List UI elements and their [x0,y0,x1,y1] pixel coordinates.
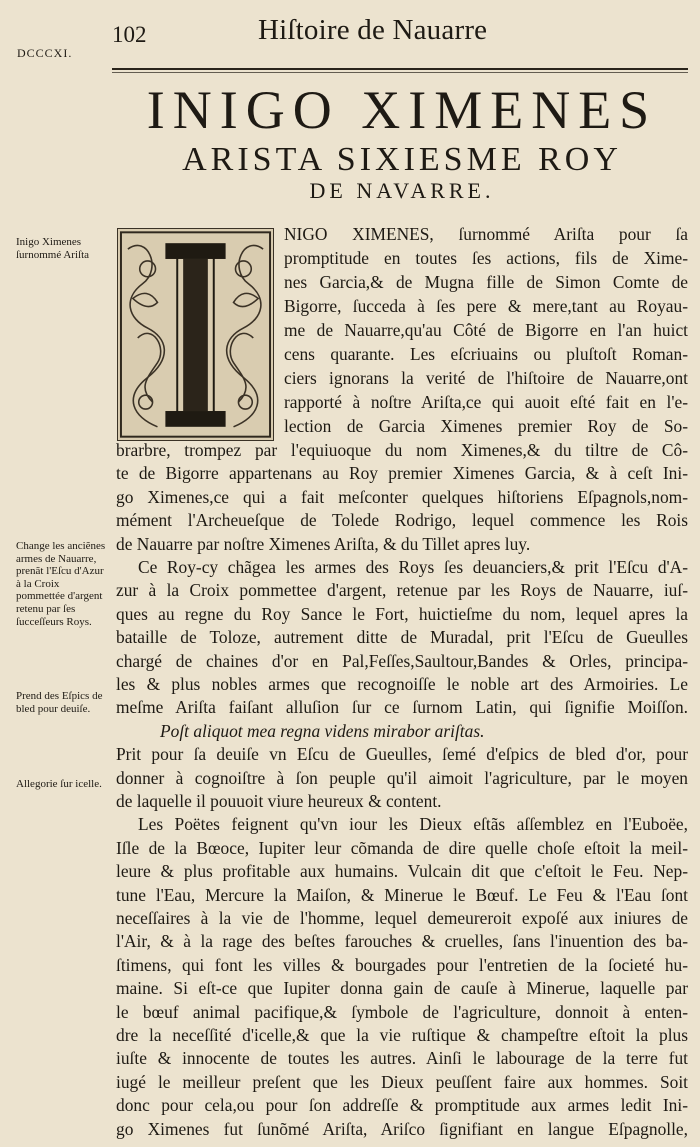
margin-note-device: Prend des Eſpics de bled pour deuiſe. [16,690,103,715]
body-line-25: de laquelle il pouuoit viure heureux & content. [116,791,442,811]
body-line-38: donc pour cela,ou pour ſon addreſſe & promptitude aux armes ledit Ini- [116,1095,688,1116]
margin-note-surname: Inigo Ximenes ſurnommé Ariſta [16,236,90,261]
body-line-18: bataille de Toloze, autrement ditte de Muradal, prit l'Eſcu de Gueulles [116,627,688,648]
body-line-2: promptitude en toutes ſes actions, fils de Xime- [284,248,688,268]
body-line-5: me de Nauarre,qu'au Côté de Bigorre en l'an huict [284,320,688,340]
margin-note-arms: Change les anciẽnes armes de Nauarre, prenãt l'Eſcu d'Azur à la Croix pommettée d'argent retenu par ſes ſucceſſeurs Roys. [16,540,106,628]
body-line-26: Les Poëtes feignent qu'vn iour les Dieux eſtãs aſſemblez en l'Euboëe, [138,814,688,835]
year-code: DCCCXI. [17,46,73,60]
body-line-7: ciers ignorans la verité de l'hiſtoire de Nauarre,ont [284,368,688,388]
decorated-initial [117,228,274,441]
header-rule [112,68,688,70]
body-line-13: mément l'Archeueſque de Tolede Rodrigo, lequel commence les Rois [116,510,688,531]
body-line-23: Prit pour ſa deuiſe vn Eſcu de Gueulles, ſemé d'eſpics de bled d'or, pour [116,744,688,765]
body-line-16: zur à la Croix pommettee d'argent, retenue par les Roys de Nauarre, iuſ- [116,580,688,601]
body-line-4: Bigorre, ſucceda à ſes pere & mere,tant au Royau- [284,296,688,316]
body-line-3: nes Garcia,& de Mugna fille de Simon Comte de [284,272,688,292]
body-line-37: iugé le meilleur preſent que les Dieux peuſſent faire aux hommes. Soit [116,1071,688,1092]
body-line-35: dre la neceſſité d'icelle,& que la vie ruſtique & champeſtre eſtoit la plus [116,1025,688,1045]
body-line-27: Iſle de la Bœoce, Iupiter leur cõmanda de dire quelle choſe eſtoit la meil- [116,837,688,858]
body-line-36: iuſte & innocente de toutes les autres. Ainſi le labourage de la terre fut [116,1048,688,1069]
body-line-11: te de Bigorre appartenans au Roy premier Ximenes Garcia, & à ceſt Ini- [116,463,688,484]
body-line-30: neceſſaires à la vie de l'homme, lequel demeureroit expoſé aux iniures de [116,908,688,928]
body-line-17: ques au regne du Roy Sance le Fort, huictieſme du nom, lequel apres la [116,603,688,624]
page-number: 102 [112,22,147,47]
body-line-12: go Ximenes,ce qui a fait meſconter quelques hiſtoriens Eſpagnols,nom- [116,486,688,507]
chapter-title-line2: ARISTA SIXIESME ROY [182,141,622,178]
body-line-8: rapporté à noſtre Ariſta,ce qui auoit eſté fait en l'e- [284,392,688,412]
chapter-title-line3: DE NAVARRE. [309,178,495,203]
body-line-34: le bœuf animal pacifique,& ſymbole de l'agriculture, donnoit à enten- [116,1001,688,1022]
header-rule-secondary [112,72,688,73]
body-line-9: lection de Garcia Ximenes premier Roy de So- [284,416,688,436]
body-line-28: leure & plus profitable aux humains. Vulcain dit que c'eſtoit le Feu. Nep- [116,861,688,882]
body-line-31: l'Air, & à la rage des beſtes farouches & cruelles, ſans l'inuention des ba- [116,931,688,952]
body-line-6: cens quarante. Les eſcriuains ou pluſtoſt Roman- [284,344,688,364]
body-line-15: Ce Roy-cy chãgea les armes des Roys ſes deuanciers,& prit l'Eſcu d'A- [138,557,688,577]
body-line-29: tune l'Eau, Mercure la Maiſon, & Minerue le Bœuf. Le Feu & l'Eau ſont [116,884,688,905]
body-line-21: meſme Ariſta faiſant alluſion ſur ce ſurnom Latin, qui ſignifie Moiſſon. [116,697,688,718]
body-line-33: maine. Si eſt-ce que Iupiter donna gain de cauſe à Minerue, laquelle par [116,978,688,999]
body-line-19: chargé de chaines d'or en Pal,Feſſes,Saultour,Bandes & Orles, principa- [116,650,688,671]
latin-verse: Poſt aliquot mea regna videns mirabor ariſtas. [160,720,485,741]
body-line-24: donner à cognoiſtre à ſon peuple qu'il aimoit l'agriculture, par le moyen [116,767,688,788]
body-line-14: de Nauarre par noſtre Ximenes Ariſta, & du Tillet apres luy. [116,533,531,554]
margin-note-allegory: Allegorie ſur icelle. [16,778,102,790]
body-line-1: NIGO XIMENES, ſurnommé Ariſta pour ſa [284,224,688,244]
body-line-39: go Ximenes fut ſunõmé Ariſta, Ariſco ſignifiant en langue Eſpagnolle, [116,1118,688,1139]
body-line-10: brarbre, trompez par l'equiuoque du nom Ximenes,& du tiltre de Cô- [116,440,688,460]
body-line-20: les & plus nobles armes que recognoiſſe le noble art des Armoiries. Le [116,674,688,694]
body-line-32: ſtimens, qui font les villes & bourgades pour l'entretien de la ſocieté hu- [116,954,688,975]
chapter-title-line1: INIGO XIMENES [146,80,658,140]
running-title: Hiſtoire de Nauarre [258,14,488,46]
decorated-initial-ornament-icon [118,229,273,440]
